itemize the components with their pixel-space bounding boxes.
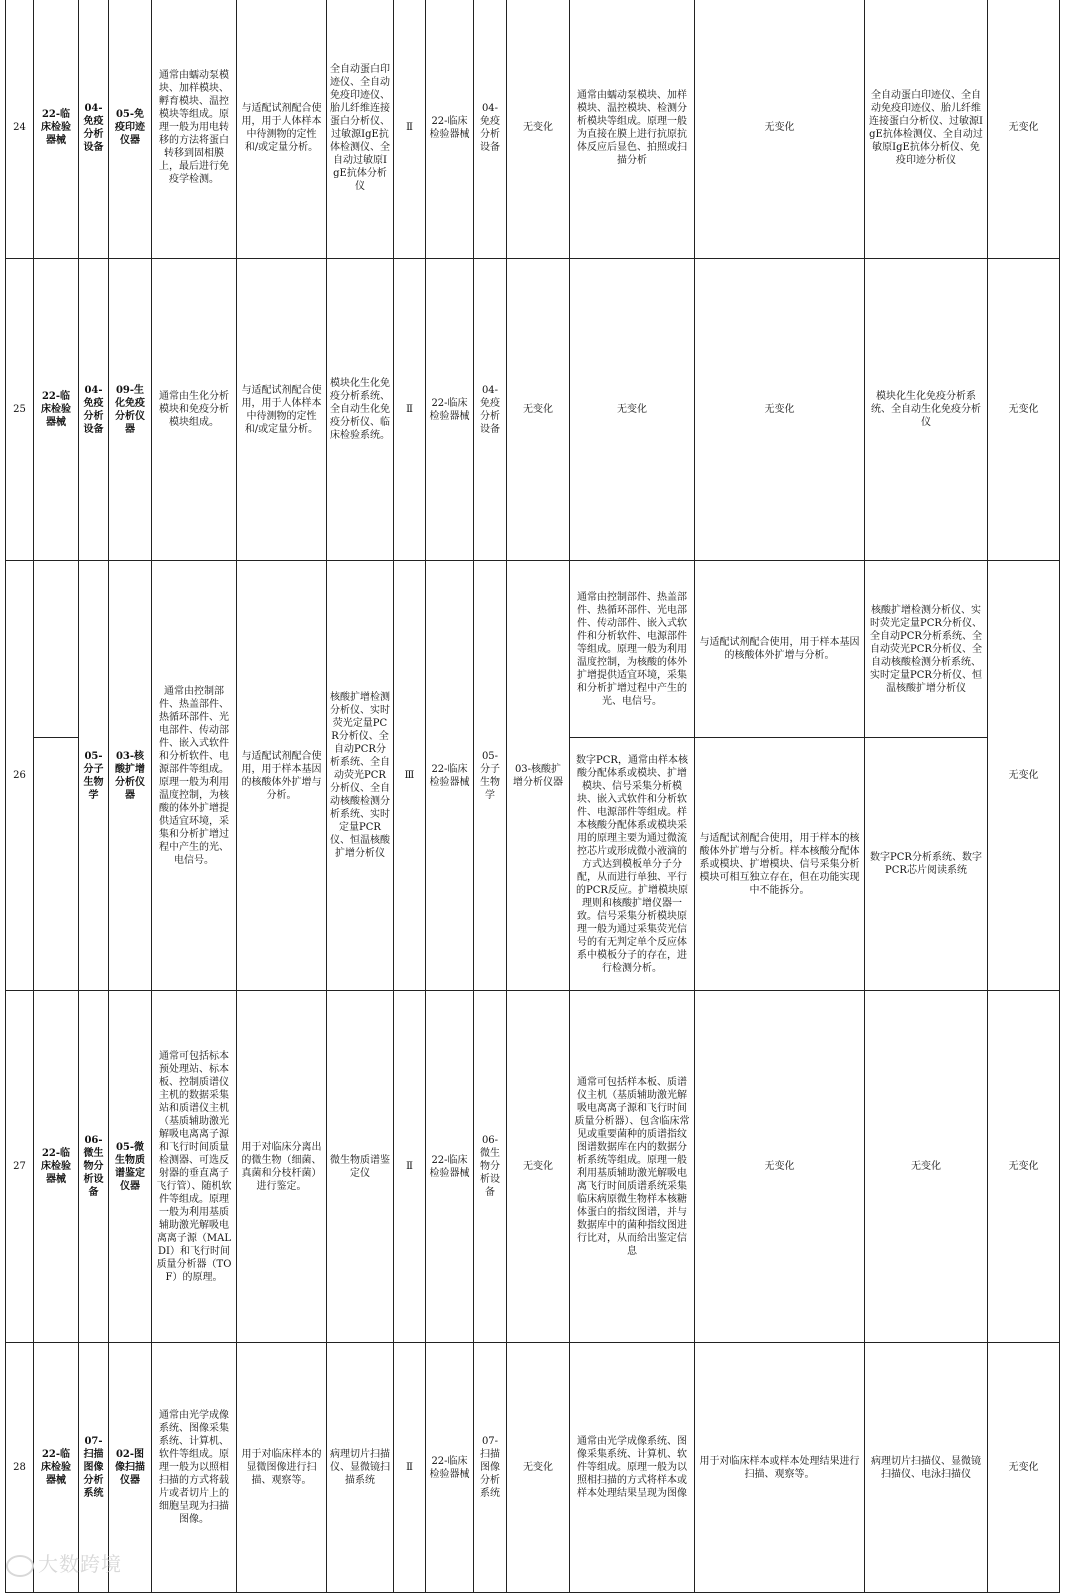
new-intended-use-cell: 无变化 [695, 0, 865, 259]
category-cell: 22-临床检验器械 [34, 0, 79, 259]
class-cell: Ⅱ [394, 0, 426, 259]
row-number: 25 [6, 259, 34, 561]
examples-cell: 病理切片扫描仪、显微镜扫描系统 [327, 1343, 394, 1593]
new-class-cell: 无变化 [988, 1343, 1060, 1593]
watermark-logo-icon [6, 1555, 34, 1577]
new-description-cell: 通常由光学成像系统、图像采集系统、计算机、软件等组成。原理一般为以照相扫描的方式将样本或样本处理结果呈现为图像 [570, 1343, 695, 1593]
new-description-cell-b: 数字PCR，通常由样本核酸分配体系或模块、扩增模块、信号采集分析模块、嵌入式软件和分析软件、电源部件等组成。样本核酸分配体系或模块采用的原理主要为通过微流控芯片或形成微小液滴的方式达到模板单分子分配，从而进行单独、平行的PCR反应。扩增模块原理则和核酸扩增仪器一致。信号采集分析模块原理一般为通过采集荧光信号的有无判定单个反应体系中模板分子的存在，进行检测分析。 [570, 738, 695, 991]
table-row [6, 259, 1060, 561]
subcategory-cell: 06-微生物分析设备 [79, 991, 109, 1343]
new-description-cell-a: 通常由控制部件、热盖部件、热循环部件、光电部件、传动部件、嵌入式软件和分析软件、电源部件等组成。原理一般为利用温度控制，为核酸的体外扩增提供适宜环境，采集和分析扩增过程中产生的光、电信号。 [570, 561, 695, 738]
new-examples-cell: 病理切片扫描仪、显微镜扫描仪、电泳扫描仪 [865, 1343, 988, 1593]
intended-use-cell: 用于对临床分离出的微生物（细菌、真菌和分枝杆菌）进行鉴定。 [237, 991, 327, 1343]
category-cell-empty [34, 561, 79, 738]
new-product-item-cell: 无变化 [507, 259, 570, 561]
class-cell: Ⅱ [394, 991, 426, 1343]
new-category-cell: 22-临床检验器械 [426, 259, 474, 561]
row-number: 27 [6, 991, 34, 1343]
description-cell: 通常由控制部件、热盖部件、热循环部件、光电部件、传动部件、嵌入式软件和分析软件、电源部件等组成。原理一般为利用温度控制，为核酸的体外扩增提供适宜环境，采集和分析扩增过程中产生的光、电信号。 [152, 561, 237, 991]
product-item-cell: 09-生化免疫分析仪器 [109, 259, 152, 561]
table-row [6, 0, 1060, 259]
new-examples-cell: 全自动蛋白印迹仪、全自动免疫印迹仪、胎儿纤维连接蛋白分析仪、过敏源IgE抗体检测仪、全自动过敏原IgE抗体分析仪、免疫印迹分析仪 [865, 0, 988, 259]
new-examples-cell-a: 核酸扩增检测分析仪、实时荧光定量PCR分析仪、全自动PCR分析系统、全自动荧光PCR分析仪、全自动核酸检测分析系统、实时定量PCR分析仪、恒温核酸扩增分析仪 [865, 561, 988, 738]
product-item-cell: 02-图像扫描仪器 [109, 1343, 152, 1593]
product-item-cell: 03-核酸扩增分析仪器 [109, 561, 152, 991]
new-examples-cell-b: 数字PCR分析系统、数字PCR芯片阅读系统 [865, 738, 988, 991]
new-subcategory-cell: 04-免疫分析设备 [474, 259, 507, 561]
new-category-cell: 22-临床检验器械 [426, 561, 474, 991]
new-examples-cell: 无变化 [865, 991, 988, 1343]
new-examples-cell: 模块化生化免疫分析系统、全自动生化免疫分析仪 [865, 259, 988, 561]
new-category-cell: 22-临床检验器械 [426, 1343, 474, 1593]
new-class-cell: 无变化 [988, 0, 1060, 259]
category-cell: 22-临床检验器械 [34, 991, 79, 1343]
table-row [6, 991, 1060, 1343]
examples-cell: 模块化生化免疫分析系统、全自动生化免疫分析仪、临床检验系统。 [327, 259, 394, 561]
category-cell: 22-临床检验器械 [34, 259, 79, 561]
examples-cell: 核酸扩增检测分析仪、实时荧光定量PCR分析仪、全自动PCR分析系统、全自动荧光PCR分析仪、全自动核酸检测分析系统、实时定量PCR仪、恒温核酸扩增分析仪 [327, 561, 394, 991]
new-intended-use-cell: 用于对临床样本或样本处理结果进行扫描、观察等。 [695, 1343, 865, 1593]
product-item-cell: 05-免疫印迹仪器 [109, 0, 152, 259]
subcategory-cell: 07-扫描图像分析系统 [79, 1343, 109, 1593]
row-number: 24 [6, 0, 34, 259]
new-class-cell: 无变化 [988, 561, 1060, 991]
new-intended-use-cell-b: 与适配试剂配合使用，用于样本的核酸体外扩增与分析。样本核酸分配体系或模块、扩增模块、信号采集分析模块可相互独立存在，但在功能实现中不能拆分。 [695, 738, 865, 991]
category-cell: 22-临床检验器械 [34, 1343, 79, 1593]
product-item-cell: 05-微生物质谱鉴定仪器 [109, 991, 152, 1343]
new-intended-use-cell-a: 与适配试剂配合使用，用于样本基因的核酸体外扩增与分析。 [695, 561, 865, 738]
new-description-cell: 通常由蠕动泵模块、加样模块、温控模块、检测分析模块等组成。原理一般为直接在膜上进行抗原抗体反应后显色、拍照或扫描分析 [570, 0, 695, 259]
intended-use-cell: 与适配试剂配合使用，用于样本基因的核酸体外扩增与分析。 [237, 561, 327, 991]
class-cell: Ⅱ [394, 259, 426, 561]
new-category-cell: 22-临床检验器械 [426, 0, 474, 259]
category-cell-empty [34, 738, 79, 991]
classification-table [5, 0, 1060, 1593]
watermark-text: 大数跨境 [38, 1552, 122, 1576]
new-subcategory-cell: 04-免疫分析设备 [474, 0, 507, 259]
description-cell: 通常由蠕动泵模块、加样模块、孵育模块、温控模块等组成。原理一般为用电转移的方法将蛋白转移到固相膜上，最后进行免疫学检测。 [152, 0, 237, 259]
row-number: 28 [6, 1343, 34, 1593]
subcategory-cell: 04-免疫分析设备 [79, 259, 109, 561]
new-subcategory-cell: 05-分子生物学 [474, 561, 507, 991]
intended-use-cell: 与适配试剂配合使用，用于人体样本中待测物的定性和/或定量分析。 [237, 0, 327, 259]
subcategory-cell: 04-免疫分析设备 [79, 0, 109, 259]
intended-use-cell: 与适配试剂配合使用，用于人体样本中待测物的定性和/或定量分析。 [237, 259, 327, 561]
table-row [6, 561, 1060, 738]
watermark [6, 1548, 122, 1577]
new-product-item-cell: 无变化 [507, 1343, 570, 1593]
row-number: 26 [6, 561, 34, 991]
new-intended-use-cell: 无变化 [695, 991, 865, 1343]
new-class-cell: 无变化 [988, 991, 1060, 1343]
new-description-cell: 通常可包括样本板、质谱仪主机（基质辅助激光解吸电离离子源和飞行时间质量分析器）、包含临床常见或重要菌种的质谱指纹图谱数据库在内的数据分析系统等组成。原理一般利用基质辅助激光解吸电离飞行时间质谱系统采集临床病原微生物样本核糖体蛋白的指纹图谱，并与数据库中的菌种指纹图进行比对，从而给出鉴定信息 [570, 991, 695, 1343]
class-cell: Ⅱ [394, 1343, 426, 1593]
table-row [6, 1343, 1060, 1593]
description-cell: 通常由生化分析模块和免疫分析模块组成。 [152, 259, 237, 561]
description-cell: 通常由光学成像系统、图像采集系统、计算机、软件等组成。原理一般为以照相扫描的方式将载片或者切片上的细胞呈现为扫描图像。 [152, 1343, 237, 1593]
new-product-item-cell: 03-核酸扩增分析仪器 [507, 561, 570, 991]
description-cell: 通常可包括标本预处理站、标本板、控制质谱仪主机的数据采集站和质谱仪主机（基质辅助激光解吸电离离子源和飞行时间质量检测器、可选反射器的垂直离子飞行管）、随机软件等组成。原理一般为利用基质辅助激光解吸电离离子源（MALDI）和飞行时间质量分析器（TOF）的原理。 [152, 991, 237, 1343]
new-product-item-cell: 无变化 [507, 0, 570, 259]
examples-cell: 全自动蛋白印迹仪、全自动免疫印迹仪、胎儿纤维连接蛋白分析仪、过敏源IgE抗体检测仪、全自动过敏原IgE抗体分析仪 [327, 0, 394, 259]
subcategory-cell: 05-分子生物学 [79, 561, 109, 991]
intended-use-cell: 用于对临床样本的显微图像进行扫描、观察等。 [237, 1343, 327, 1593]
class-cell: Ⅲ [394, 561, 426, 991]
new-intended-use-cell: 无变化 [695, 259, 865, 561]
new-description-cell: 无变化 [570, 259, 695, 561]
new-subcategory-cell: 07-扫描图像分析系统 [474, 1343, 507, 1593]
new-product-item-cell: 无变化 [507, 991, 570, 1343]
new-category-cell: 22-临床检验器械 [426, 991, 474, 1343]
new-subcategory-cell: 06-微生物分析设备 [474, 991, 507, 1343]
new-class-cell: 无变化 [988, 259, 1060, 561]
examples-cell: 微生物质谱鉴定仪 [327, 991, 394, 1343]
